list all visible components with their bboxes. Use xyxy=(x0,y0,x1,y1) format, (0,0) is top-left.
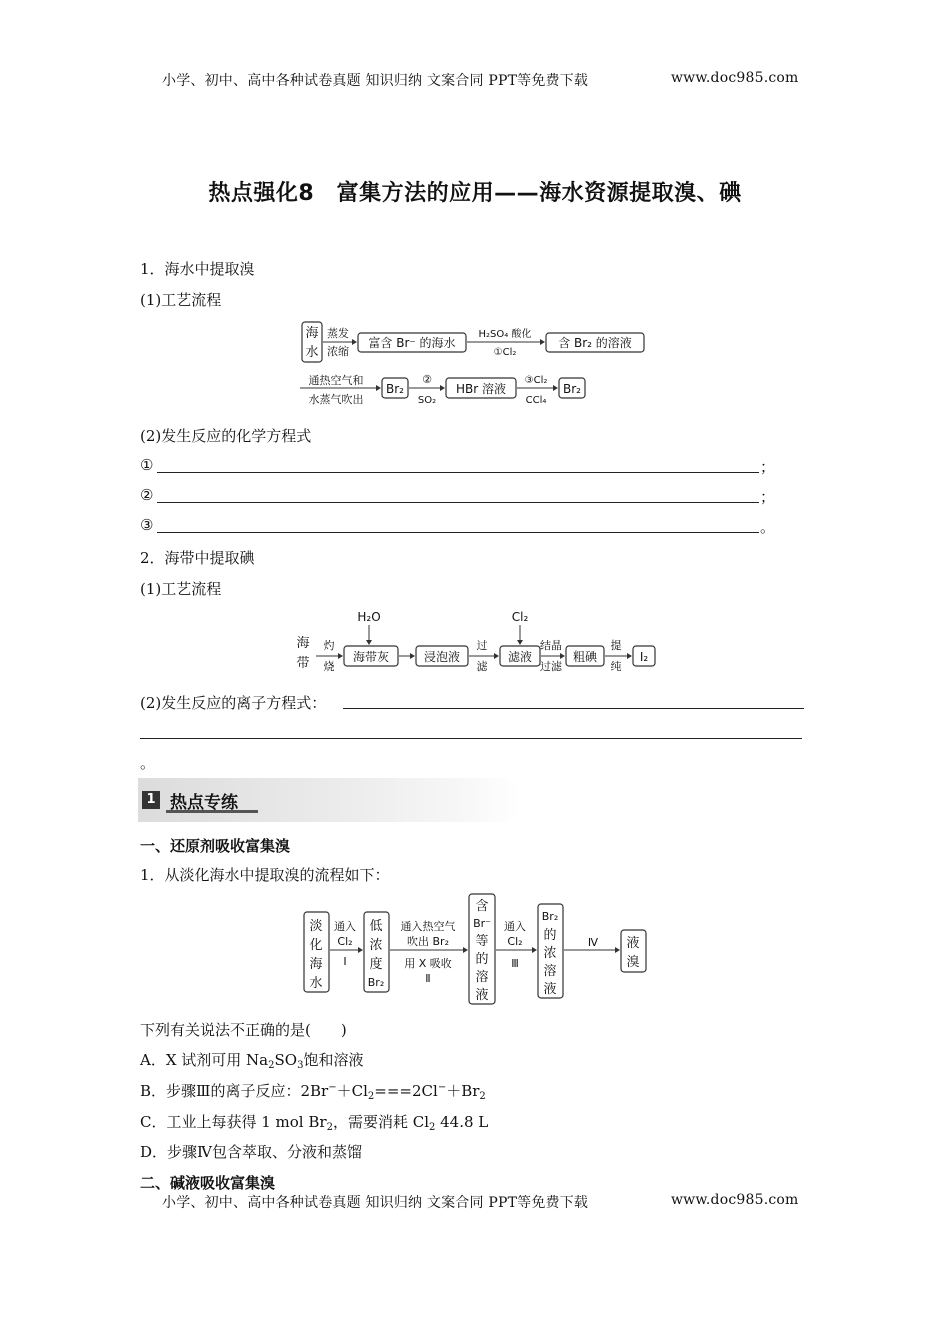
flow-arrowhead-5 xyxy=(553,385,558,391)
flow2-h2o: H₂O xyxy=(357,610,381,624)
page-title: 热点强化8 富集方法的应用——海水资源提取溴、碘 xyxy=(208,181,742,206)
footer-text: 小学、初中、高中各种试卷真题 知识归纳 文案合同 PPT等免费下载 xyxy=(162,1195,589,1211)
flow-label-conc: 浓缩 xyxy=(327,345,349,358)
flow2-label-filter1: 过 xyxy=(476,639,488,652)
flow3-arrowhead-3 xyxy=(532,947,537,953)
flow3-arrowhead-4 xyxy=(615,947,620,953)
flow3-a2-bot2: Ⅱ xyxy=(425,972,431,985)
flow-box-br2-b-label: Br₂ xyxy=(563,382,581,396)
option-a[interactable] xyxy=(140,1049,363,1070)
footer-site[interactable]: www.doc985.com xyxy=(671,1192,799,1208)
flow-arrowhead-4 xyxy=(440,385,445,391)
section2-heading: 2．海带中提取碘 xyxy=(140,549,255,567)
practice-banner xyxy=(138,778,520,822)
flow2-label-burn1: 灼 xyxy=(323,639,335,652)
flow3-a3-l2: Cl₂ xyxy=(507,935,523,948)
option-c-mid: ，需要消耗 Cl xyxy=(332,1113,429,1131)
iodine-flow-diagram xyxy=(290,604,662,676)
option-a-sub2: 3 xyxy=(297,1060,304,1071)
flow-arrowhead-3 xyxy=(376,385,381,391)
option-a-tail: 饱和溶液 xyxy=(303,1051,364,1069)
banner-title: 热点专练 xyxy=(170,793,238,813)
flow-label-steam: 水蒸气吹出 xyxy=(308,393,364,406)
flow3-b1-l4: 水 xyxy=(309,976,323,991)
flow2-arrowhead-2 xyxy=(410,653,415,659)
answer-line-2[interactable] xyxy=(157,502,759,503)
answer-line-5[interactable] xyxy=(140,738,802,739)
section2-sub1: (1)工艺流程 xyxy=(140,580,222,598)
option-c-text: C．工业上每获得 1 mol Br xyxy=(140,1113,327,1131)
flow2-arrowhead-3 xyxy=(494,653,499,659)
flow3-b3-l1: 含 xyxy=(475,899,489,914)
header-text: 小学、初中、高中各种试卷真题 知识归纳 文案合同 PPT等免费下载 xyxy=(162,73,589,89)
flow2-arrowhead-5 xyxy=(627,653,632,659)
flow3-a4-label: Ⅳ xyxy=(587,936,599,949)
flow2-arrowhead-cl2 xyxy=(517,640,523,645)
bromine-flow-diagram xyxy=(296,316,656,412)
flow3-a3-l3: Ⅲ xyxy=(511,957,519,970)
option-b-sub2: 2 xyxy=(479,1091,486,1102)
option-b-text: B．步骤Ⅲ的离子反应：2Br xyxy=(140,1082,329,1100)
option-a-so: SO xyxy=(274,1051,298,1069)
flow-label-hot-air: 通热空气和 xyxy=(308,374,364,387)
flow3-b2-l4: Br₂ xyxy=(367,976,385,989)
flow-label-cl2-1: ①Cl₂ xyxy=(493,347,517,358)
flow-box-hbr-label: HBr 溶液 xyxy=(455,382,507,396)
flow2-cl2: Cl₂ xyxy=(511,610,529,624)
banner-icon: 1 xyxy=(142,791,160,809)
section1-sub2: (2)发生反应的化学方程式 xyxy=(140,427,312,445)
flow-label-step2: ② xyxy=(422,373,432,386)
flow2-arrowhead-h2o xyxy=(366,640,372,645)
flow-box-br-rich-label: 富含 Br⁻ 的海水 xyxy=(368,336,456,350)
option-b-eq: ===2Cl xyxy=(374,1082,438,1100)
flow3-b4-l1: Br₂ xyxy=(541,910,559,923)
flow3-b5-l2: 溴 xyxy=(626,955,640,970)
flow2-box-soak-label: 浸泡液 xyxy=(423,650,461,664)
blank-1-marker: ① xyxy=(140,456,154,474)
question1-prompt: 下列有关说法不正确的是( ) xyxy=(140,1021,347,1039)
option-c-sub2: 2 xyxy=(429,1122,436,1133)
flow3-b3-l4: 的 xyxy=(475,952,489,967)
flow3-b4-l4: 溶 xyxy=(543,964,557,979)
flow2-label-filter3: 过滤 xyxy=(540,660,562,673)
option-c-sub1: 2 xyxy=(326,1122,333,1133)
flow2-start-l1: 海 xyxy=(296,636,310,651)
flow-arrowhead-2 xyxy=(540,339,545,345)
flow2-arrowhead-1 xyxy=(338,653,343,659)
blank-3-marker: ③ xyxy=(140,516,154,534)
blank-1-end: ； xyxy=(760,458,776,476)
option-a-sub1: 2 xyxy=(268,1060,275,1071)
flow3-a2-top2: 吹出 Br₂ xyxy=(407,935,449,948)
flow3-b1-l2: 化 xyxy=(309,938,323,953)
blank-3-end: 。 xyxy=(760,518,776,536)
flow3-a1-l3: Ⅰ xyxy=(343,955,347,968)
section1-heading: 1．海水中提取溴 xyxy=(140,260,255,278)
answer-line-4[interactable] xyxy=(343,708,804,709)
option-c[interactable] xyxy=(140,1111,488,1132)
option-d[interactable]: D．步骤Ⅳ包含萃取、分液和蒸馏 xyxy=(140,1143,363,1161)
part1-heading: 一、还原剂吸收富集溴 xyxy=(140,837,291,855)
flow-box-seawater-l2: 水 xyxy=(305,345,319,360)
section1-sub1: (1)工艺流程 xyxy=(140,291,222,309)
flow-box-seawater-l1: 海 xyxy=(305,326,319,341)
option-b-br2: ＋Br xyxy=(446,1082,480,1100)
flow2-label-purify1: 提 xyxy=(610,639,622,652)
flow3-a3-l1: 通入 xyxy=(504,920,526,933)
flow3-b2-l2: 浓 xyxy=(369,938,383,953)
flow2-box-i2-label: I₂ xyxy=(639,650,649,664)
flow2-arrowhead-4 xyxy=(560,653,565,659)
flow3-b4-l5: 液 xyxy=(543,982,557,997)
blank-2-marker: ② xyxy=(140,486,154,504)
flow2-label-burn2: 烧 xyxy=(323,660,335,673)
flow3-b1-l3: 海 xyxy=(309,957,323,972)
flow3-a1-l2: Cl₂ xyxy=(337,935,353,948)
flow3-b3-l6: 液 xyxy=(475,988,489,1003)
flow3-arrowhead-2 xyxy=(463,947,468,953)
flow-arrowhead-1 xyxy=(352,339,357,345)
option-a-text: A．X 试剂可用 Na xyxy=(140,1051,269,1069)
answer-line-1[interactable] xyxy=(157,472,759,473)
flow2-box-crude-label: 粗碘 xyxy=(572,650,598,664)
flow3-b5-l1: 液 xyxy=(626,936,640,951)
flow2-label-cryst: 结晶 xyxy=(540,639,562,652)
flow2-label-filter2: 滤 xyxy=(476,660,488,673)
part2-heading: 二、碱液吸收富集溴 xyxy=(140,1174,276,1192)
header-site[interactable]: www.doc985.com xyxy=(671,70,799,86)
flow-box-br2-a-label: Br₂ xyxy=(386,382,404,396)
question1-stem: 1．从淡化海水中提取溴的流程如下： xyxy=(140,866,390,884)
flow3-b2-l1: 低 xyxy=(369,919,383,934)
flow3-a1-l1: 通入 xyxy=(334,920,356,933)
flow-label-cl2-3: ③Cl₂ xyxy=(524,375,548,386)
flow-label-so2: SO₂ xyxy=(417,395,437,406)
option-b[interactable] xyxy=(140,1080,486,1101)
option-b-cl2: ＋Cl xyxy=(336,1082,368,1100)
flow2-box-filtrate-label: 滤液 xyxy=(507,650,533,664)
flow3-b2-l3: 度 xyxy=(369,957,383,972)
section2-end: 。 xyxy=(140,754,156,772)
flow3-b4-l2: 的 xyxy=(543,928,557,943)
option-b-sup1: − xyxy=(328,1082,337,1093)
option-b-sub1: 2 xyxy=(367,1091,375,1102)
flow3-arrowhead-1 xyxy=(358,947,363,953)
answer-line-3[interactable] xyxy=(157,532,759,533)
flow3-b3-l2: Br⁻ xyxy=(473,917,491,930)
flow2-label-purify2: 纯 xyxy=(610,660,622,673)
flow2-start-l2: 带 xyxy=(296,656,310,671)
flow3-a2-bot1: 用 X 吸收 xyxy=(404,957,452,970)
flow3-a2-top1: 通入热空气 xyxy=(400,920,456,933)
flow-label-evap: 蒸发 xyxy=(327,327,349,340)
desalinated-flow-diagram xyxy=(300,892,656,1006)
banner-underline xyxy=(166,810,258,813)
flow-box-br2-solution-label: 含 Br₂ 的溶液 xyxy=(558,336,632,350)
blank-2-end: ； xyxy=(760,488,776,506)
option-c-tail: 44.8 L xyxy=(435,1113,489,1131)
flow3-b3-l5: 溶 xyxy=(475,970,489,985)
section2-sub2: (2)发生反应的离子方程式： xyxy=(140,694,327,712)
flow3-b1-l1: 淡 xyxy=(309,919,323,934)
flow3-b3-l3: 等 xyxy=(475,934,489,949)
flow3-b4-l3: 浓 xyxy=(543,946,557,961)
flow-label-acid: H₂SO₄ 酸化 xyxy=(478,329,532,340)
flow-label-ccl4: CCl₄ xyxy=(525,395,547,406)
flow2-box-ash-label: 海带灰 xyxy=(352,650,390,664)
option-b-sup2: − xyxy=(437,1082,447,1093)
